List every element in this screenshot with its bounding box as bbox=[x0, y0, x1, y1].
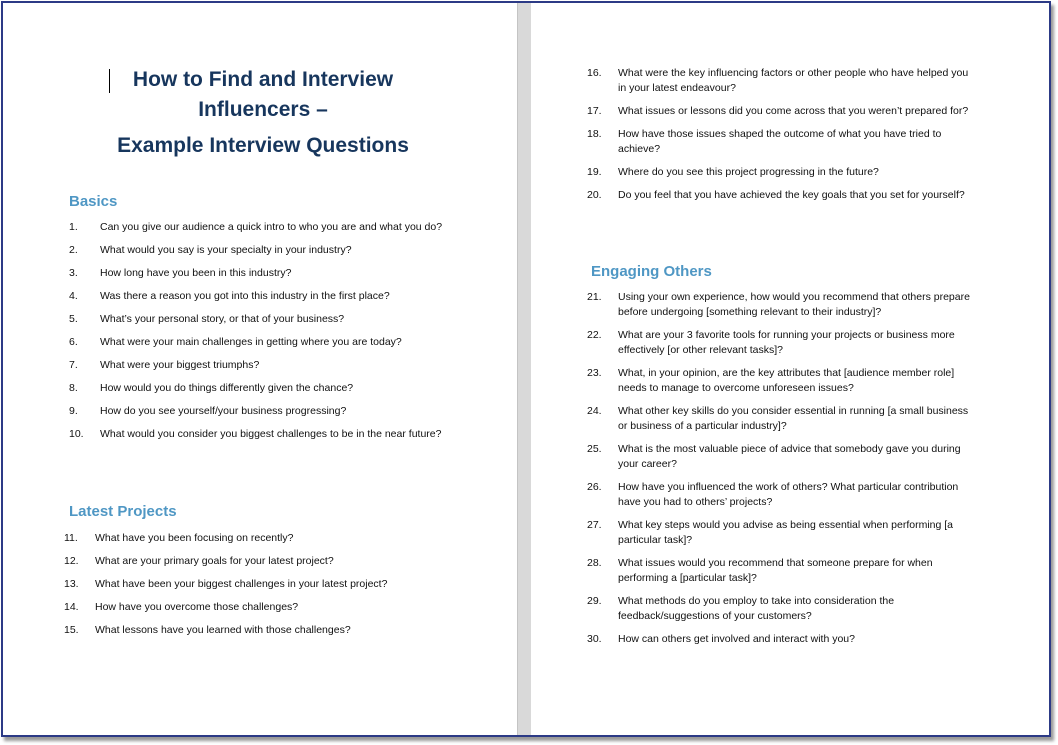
question-item bbox=[587, 127, 977, 157]
question-number: 17. bbox=[587, 105, 602, 117]
question-text: How can others get involved and interact with you? bbox=[618, 633, 855, 645]
question-number: 18. bbox=[587, 128, 602, 140]
question-item bbox=[587, 188, 977, 203]
question-item bbox=[69, 404, 449, 419]
question-text: Can you give our audience a quick intro to who you are and what you do? bbox=[100, 221, 443, 233]
question-number: 19. bbox=[587, 166, 602, 178]
question-item bbox=[587, 480, 977, 510]
title-line-1: How to Find and Interview bbox=[132, 68, 394, 91]
question-item bbox=[69, 266, 449, 281]
question-text: What are your 3 favorite tools for running your projects or business more effectively [or other relevant tasks]? bbox=[618, 329, 955, 356]
question-item bbox=[587, 66, 977, 96]
page-right bbox=[531, 3, 1049, 735]
question-text: What’s your personal story, or that of your business? bbox=[100, 313, 345, 325]
question-number: 5. bbox=[69, 313, 78, 325]
heading-engaging-others: Engaging Others bbox=[591, 263, 712, 280]
question-number: 16. bbox=[587, 67, 602, 79]
question-text: What, in your opinion, are the key attributes that [audience member role] needs to manage to overcome unforeseen issues? bbox=[618, 367, 955, 394]
question-item bbox=[587, 366, 977, 396]
question-list-basics bbox=[69, 220, 449, 450]
question-item bbox=[64, 577, 449, 592]
question-number: 26. bbox=[587, 481, 602, 493]
question-number: 7. bbox=[69, 359, 78, 371]
question-number: 28. bbox=[587, 557, 602, 569]
question-item bbox=[587, 556, 977, 586]
document-title bbox=[63, 65, 463, 161]
title-line-3: Example Interview Questions bbox=[117, 134, 409, 157]
question-item bbox=[587, 442, 977, 472]
question-item bbox=[64, 623, 449, 638]
question-text: What were the key influencing factors or other people who have helped you in your latest endeavour? bbox=[618, 67, 969, 94]
heading-basics: Basics bbox=[69, 193, 118, 210]
question-number: 21. bbox=[587, 291, 602, 303]
question-number: 29. bbox=[587, 595, 602, 607]
question-item bbox=[69, 358, 449, 373]
title-line-2: Influencers – bbox=[198, 98, 328, 121]
question-number: 10. bbox=[69, 428, 84, 440]
question-number: 14. bbox=[64, 601, 79, 613]
question-number: 12. bbox=[64, 555, 79, 567]
question-item bbox=[69, 427, 449, 442]
question-text: What other key skills do you consider essential in running [a small business or business of a particular industry]? bbox=[618, 405, 969, 432]
question-text: What were your biggest triumphs? bbox=[100, 359, 260, 371]
question-text: What are your primary goals for your latest project? bbox=[95, 555, 334, 567]
question-number: 11. bbox=[64, 532, 78, 544]
question-number: 30. bbox=[587, 633, 602, 645]
question-text: What issues would you recommend that someone prepare for when performing a [particular task]? bbox=[618, 557, 933, 584]
question-number: 4. bbox=[69, 290, 78, 302]
question-item bbox=[69, 289, 449, 304]
question-item bbox=[69, 312, 449, 327]
question-item bbox=[587, 104, 977, 119]
question-text: What would you consider you biggest challenges to be in the near future? bbox=[100, 428, 442, 440]
question-text: Was there a reason you got into this industry in the first place? bbox=[100, 290, 390, 302]
question-text: What have been your biggest challenges in your latest project? bbox=[95, 578, 388, 590]
question-text: What would you say is your specialty in your industry? bbox=[100, 244, 352, 256]
question-text: What were your main challenges in getting where you are today? bbox=[100, 336, 402, 348]
question-list-latest-projects bbox=[64, 531, 449, 646]
question-item bbox=[587, 165, 977, 180]
question-text: How have those issues shaped the outcome of what you have tried to achieve? bbox=[618, 128, 942, 155]
question-number: 6. bbox=[69, 336, 78, 348]
question-number: 3. bbox=[69, 267, 78, 279]
question-text: What key steps would you advise as being essential when performing [a particular task]? bbox=[618, 519, 954, 546]
question-item bbox=[587, 518, 977, 548]
question-number: 8. bbox=[69, 382, 78, 394]
document-window bbox=[1, 1, 1051, 737]
heading-latest-projects: Latest Projects bbox=[69, 503, 177, 520]
question-item bbox=[64, 531, 449, 546]
question-item bbox=[587, 290, 977, 320]
question-number: 15. bbox=[64, 624, 79, 636]
question-list-engaging-others bbox=[587, 290, 977, 655]
question-text: What have you been focusing on recently? bbox=[95, 532, 294, 544]
question-text: What lessons have you learned with those challenges? bbox=[95, 624, 351, 636]
question-number: 20. bbox=[587, 189, 602, 201]
question-text: Using your own experience, how would you recommend that others prepare before undergoing [something relevant to their industry]? bbox=[618, 291, 970, 318]
question-item bbox=[587, 404, 977, 434]
question-text: Where do you see this project progressing in the future? bbox=[618, 166, 879, 178]
question-number: 25. bbox=[587, 443, 602, 455]
question-list-latest-projects-cont bbox=[587, 66, 977, 211]
question-item bbox=[587, 632, 977, 647]
question-text: How have you overcome those challenges? bbox=[95, 601, 299, 613]
question-text: Do you feel that you have achieved the key goals that you set for yourself? bbox=[618, 189, 965, 201]
question-number: 27. bbox=[587, 519, 602, 531]
question-text: What is the most valuable piece of advice that somebody gave you during your career? bbox=[618, 443, 961, 470]
question-item bbox=[69, 381, 449, 396]
question-text: How have you influenced the work of others? What particular contribution have you had to others’ projects? bbox=[618, 481, 959, 508]
question-number: 13. bbox=[64, 578, 79, 590]
question-text: How long have you been in this industry? bbox=[100, 267, 292, 279]
question-number: 22. bbox=[587, 329, 602, 341]
question-item bbox=[69, 220, 449, 235]
question-number: 23. bbox=[587, 367, 602, 379]
page-left bbox=[3, 3, 517, 735]
question-number: 9. bbox=[69, 405, 78, 417]
question-item bbox=[587, 594, 977, 624]
question-item bbox=[587, 328, 977, 358]
question-number: 2. bbox=[69, 244, 78, 256]
question-text: What methods do you employ to take into consideration the feedback/suggestions of your customers? bbox=[618, 595, 895, 622]
question-text: How would you do things differently given the chance? bbox=[100, 382, 354, 394]
question-item bbox=[64, 554, 449, 569]
page-gutter bbox=[517, 3, 532, 735]
question-text: How do you see yourself/your business progressing? bbox=[100, 405, 347, 417]
question-item bbox=[69, 335, 449, 350]
question-number: 24. bbox=[587, 405, 602, 417]
question-item bbox=[69, 243, 449, 258]
question-number: 1. bbox=[69, 221, 78, 233]
question-item bbox=[64, 600, 449, 615]
question-text: What issues or lessons did you come across that you weren’t prepared for? bbox=[618, 105, 969, 117]
